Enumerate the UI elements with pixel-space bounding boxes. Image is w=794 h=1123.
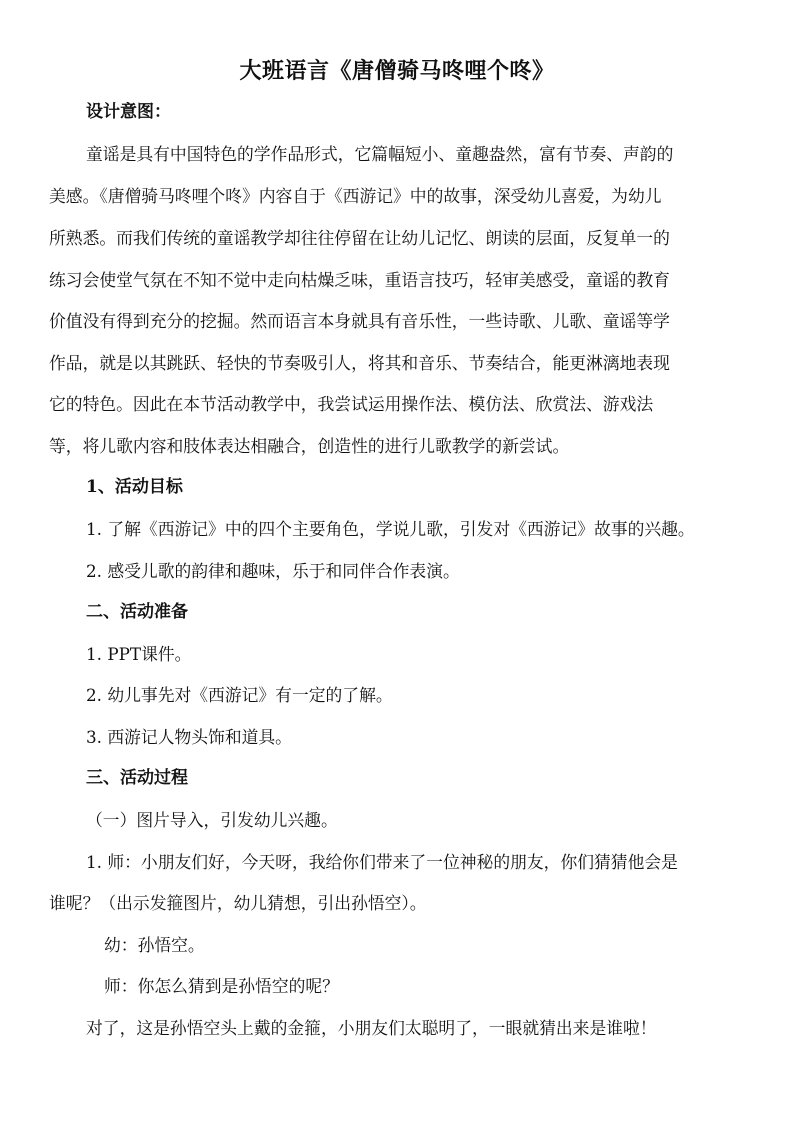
process-paragraph-line: 1. 师：小朋友们好，今天呀，我给你们带来了一位神秘的朋友，你们猜猜他会是 (86, 852, 678, 872)
process-subheading: （一）图片导入，引发幼儿兴趣。 (86, 810, 338, 830)
preparation-item: 1. PPT课件。 (86, 644, 192, 664)
goal-item: 2. 感受儿歌的韵律和趣味，乐于和同伴合作表演。 (86, 561, 460, 581)
design-intent-heading: 设计意图： (86, 102, 171, 122)
section-heading-process: 三、活动过程 (86, 768, 188, 788)
process-paragraph-line: 谁呢？（出示发箍图片，幼儿猜想，引出孙悟空）。 (49, 893, 427, 913)
section-heading-preparation: 二、活动准备 (86, 602, 188, 622)
child-reply: 幼：孙悟空。 (104, 935, 205, 955)
design-intent-line: 它的特色。因此在本节活动教学中，我尝试运用操作法、模仿法、欣赏法、游戏法 (49, 394, 654, 414)
design-intent-line: 美感。《唐僧骑马咚哩个咚》内容自于《西游记》中的故事，深受幼儿喜爱，为幼儿 (49, 186, 662, 206)
document-title: 大班语言《唐僧骑马咚哩个咚》 (239, 58, 555, 84)
closing-line: 对了，这是孙悟空头上戴的金箍，小朋友们太聪明了，一眼就猜出来是谁啦！ (86, 1018, 657, 1038)
design-intent-line: 练习会使堂气氛在不知不觉中走向枯燥乏味，重语言技巧，轻审美感受，童谣的教育 (49, 270, 670, 290)
design-intent-line: 所熟悉。而我们传统的童谣教学却往往停留在让幼儿记忆、朗读的层面，反复单一的 (49, 228, 670, 248)
goal-item: 1. 了解《西游记》中的四个主要角色，学说儿歌，引发对《西游记》故事的兴趣。 (86, 519, 695, 539)
section-heading-goals: 1、活动目标 (86, 477, 183, 497)
design-intent-line: 等，将儿歌内容和肢体表达相融合，创造性的进行儿歌教学的新尝试。 (49, 436, 570, 456)
design-intent-line: 价值没有得到充分的挖掘。然而语言本身就具有音乐性，一些诗歌、儿歌、童谣等学 (49, 311, 670, 331)
teacher-question: 师：你怎么猜到是孙悟空的呢？ (104, 976, 339, 996)
design-intent-line: 作品，就是以其跳跃、轻快的节奏吸引人，将其和音乐、节奏结合，能更淋漓地表现 (49, 353, 670, 373)
preparation-item: 3. 西游记人物头饰和道具。 (86, 727, 292, 747)
preparation-item: 2. 幼儿事先对《西游记》有一定的了解。 (86, 685, 393, 705)
design-intent-line: 童谣是具有中国特色的学作品形式，它篇幅短小、童趣盎然，富有节奏、声韵的 (86, 144, 674, 164)
